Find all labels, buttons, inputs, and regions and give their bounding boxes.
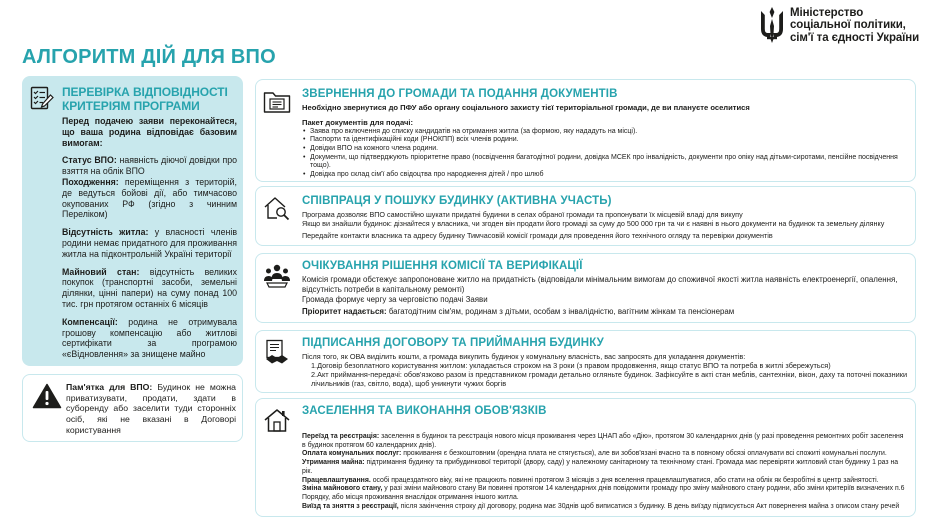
criterion-housing [62,227,237,259]
maintenance-text: підтримання будинку та прибудинкової території (двору, саду) у належному санітарному та технічному стані. Громада має перевіряти житловий стан будинку 1 раз на рік. [302,459,899,475]
step-title-verification: ОЧІКУВАННЯ РІШЕННЯ КОМІСІЇ ТА ВЕРИФІКАЦІЇ [302,260,583,272]
settlement-registration [302,433,908,450]
criterion-housing-text: у власності членів родини немає придатного для проживання житла на підконтрольній Україні території [62,227,237,259]
step-verification-line-1: Комісія громади обстежує запропоноване житло на придатність (відповідали мінімальним вимогам до споживчої якості житла наявність електроенергії, опалення, відсутність потреби в капітальному ремонті) [302,275,898,294]
handshake-document-icon [263,339,291,365]
registration-label: Переїзд та реєстрація: [302,433,380,440]
criterion-property-label: Майновий стан: [62,266,140,277]
step-verification-line-2: Громада формує чергу за черговістю подачі Заяви [302,294,488,304]
ministry-logo [758,6,938,46]
trident-icon [758,6,786,44]
criterion-status-text: наявність діючої довідки про взяття на облік ВПО [62,155,238,177]
step-card-search [255,186,916,246]
reminder-label: Пам'ятка для ВПО: [66,382,153,392]
page-title: АЛГОРИТМ ДІЙ ДЛЯ ВПО [22,46,276,68]
reminder-text [66,382,236,436]
contract-list-item: 1.Договір безоплатного користування житлом: укладається строком на 3 роки (з правом продовження, якщо статус ВПО та потреба в житлі збережуться) [311,361,831,371]
folder-document-icon [263,88,291,114]
payment-label: Оплата комунальних послуг: [302,450,402,458]
payment-text: проживання є безкоштовним (орендна плата не стягується), але ви зобов'язані вчасно та в повному обсязі оплачувати всі спожиті комунальні послуги. [401,450,887,458]
criterion-property [62,267,237,310]
criterion-status-label: Статус ВПО: [62,155,117,166]
criterion-compensation-label: Компенсації: [62,316,118,327]
step-card-contract [255,330,916,393]
exit-text: після закінчення строку дії договору, родина має 30днів щоб виписатися з будинку. В день виїзду підписується Акт повернення майна з описом стану речей [398,502,900,510]
ministry-name-line-1: Міністерство [790,7,864,19]
step-apply-lead: Необхідно звернутися до ПФУ або органу соціального захисту тієї територіальної громади, де ви плануєте оселитися [302,103,750,112]
people-icon [263,262,291,288]
step-contract-lead: Після того, як ОВА виділить кошти, а громада викупить будинок у комунальну власність, вас запросять для укладання документів: [302,352,746,361]
settlement-payment [302,450,908,459]
registration-text: заселення в будинок та реєстрація нового місця проживання через ЦНАП або «Дію», протягом 30 календарних днів (у разі проведення ремонтних робіт заселення в будинок протягом 60 календарних днів). [302,433,904,449]
criterion-origin-label: Походження: [62,176,119,187]
criterion-compensation-text: родина не отримувала грошову компенсацію або житлові сертифікати за програмою «єВідновлення» за знищене майно [62,316,237,360]
criterion-housing-label: Відсутність житла: [62,227,149,238]
employment-label: Працевлаштування. [302,476,371,484]
contract-list [302,361,908,388]
step-search-line-1: Програма дозволяє ВПО самостійно шукати придатні будинки в селах обраної громади та пропонувати їх місцевій владі для викупу [302,210,743,219]
criterion-origin-text: переміщення з територій, де ведуться бойові дії, або тимчасово окупованих РФ (згідно з чинним Переліком) [62,176,237,220]
criterion-compensation [62,317,237,360]
house-icon [263,407,291,433]
settlement-exit [302,503,908,512]
house-search-icon [263,195,291,221]
warning-icon [32,383,62,409]
step-body-apply [302,103,908,179]
priority-label: Пріоритет надається: [302,307,387,317]
criteria-body [62,116,237,367]
step-card-settlement [255,398,916,517]
step-title-contract: ПІДПИСАННЯ ДОГОВОРУ ТА ПРИЙМАННЯ БУДИНКУ [302,337,604,349]
criterion-origin [62,177,237,220]
contract-list-item: 2.Акт приймання-передачі: обов'язково разом із представником громади детально огляньте будинок. Зафіксуйте в акті стан меблів, сантехніки, вікон, даху та поточні показники лічильників (газ, світло, вода), щоб уникнути чужих боргів [311,370,908,389]
step-title-apply: ЗВЕРНЕННЯ ДО ГРОМАДИ ТА ПОДАННЯ ДОКУМЕНТІВ [302,88,618,100]
ministry-name [790,7,919,44]
criterion-property-text: відсутність великих покупок (транспортні засоби, земельні ділянки, цінні папери) на суму понад 100 тис. грн протягом останніх 6 місяців [62,266,237,309]
docs-list-item: • Довідка про склад сім'ї або свідоцтва про народження дітей / про шлюб [302,171,908,180]
settlement-employment [302,477,908,486]
criteria-intro: Перед подачею заяви переконайтеся, що ваша родина відповідає базовим вимогам: [62,116,237,148]
step-title-settlement: ЗАСЕЛЕННЯ ТА ВИКОНАННЯ ОБОВ'ЯЗКІВ [302,405,547,417]
property-change-text: у разі зміни майнового стану Ви повинні протягом 14 календарних днів повідомити громаду про зміну майнового стану родини, або зміни критеріїв визначених п.6 Порядку, або місця проживання внаслідок отримання іншого житла. [302,485,905,501]
criteria-heading-line-2: КРИТЕРІЯМ ПРОГРАМИ [62,99,200,113]
criteria-panel [22,76,243,366]
step-body-settlement [302,433,908,511]
step-body-contract [302,352,908,388]
criteria-heading-line-1: ПЕРЕВІРКА ВІДПОВІДНОСТІ [62,85,228,99]
reminder-body: Будинок не можна приватизувати, продати, здати в суборенду або заселити туди сторонніх осіб, які не вказані в Договорі користування [66,382,236,435]
step-body-search [302,210,908,240]
reminder-box [22,374,243,442]
employment-text: особі працездатного віку, які не працюють повинні протягом 3 місяців з дня вселення працевлаштуватися, або стати на облік як безробітні в центр зайнятості. [370,476,879,484]
step-verification-priority [302,307,908,317]
step-title-search: СПІВПРАЦЯ У ПОШУКУ БУДИНКУ (АКТИВНА УЧАСТЬ) [302,195,612,207]
docs-list-item: • Заява про включення до списку кандидатів на отримання житла (за формою, яку нададуть на місці). [302,128,908,137]
maintenance-label: Утримання майна: [302,459,365,467]
docs-list-item: • Довідки ВПО на кожного члена родини. [302,145,908,154]
property-change-label: Зміна майнового стану, [302,485,383,493]
exit-label: Виїзд та зняття з реєстрації, [302,502,399,510]
document-check-icon [30,86,54,114]
priority-text: багатодітним сім'ям, родинам з дітьми, особам з інвалідністю, вагітним жінкам та пенсіонерам [386,307,735,317]
step-card-apply [255,79,916,182]
docs-list-item: • Паспорти та ідентифікаційні коди (РНОКПП) всіх членів родини. [302,136,908,145]
docs-list-item: • Документи, що підтверджують пріоритетне право (посвідчення багатодітної родини, довідка МСЕК про інвалідність, документи про опіку над дітьми-сиротами, пенсійне посвідчення тощо). [302,154,908,171]
settlement-maintenance [302,459,908,476]
step-body-verification [302,275,908,317]
docs-list [302,128,908,180]
docs-heading: Пакет документів для подачі: [302,118,414,128]
criteria-heading [62,85,240,113]
step-card-verification [255,253,916,323]
ministry-name-line-2: соціальної політики, [790,19,906,32]
settlement-property-change [302,485,908,502]
step-search-line-2: Якщо ви знайшли будинок: дізнайтеся у власника, чи згоден він продати його громаді за суму до 500 000 грн та чи є наявні в нього документи на будинок та земельну ділянку [302,219,885,228]
ministry-name-line-3: сім'ї та єдності України [790,31,920,44]
criterion-status [62,155,237,177]
step-search-line-3: Передайте контакти власника та адресу будинку Тимчасовій комісії громади для проведення його технічного огляду та перевірки документів [302,231,773,240]
